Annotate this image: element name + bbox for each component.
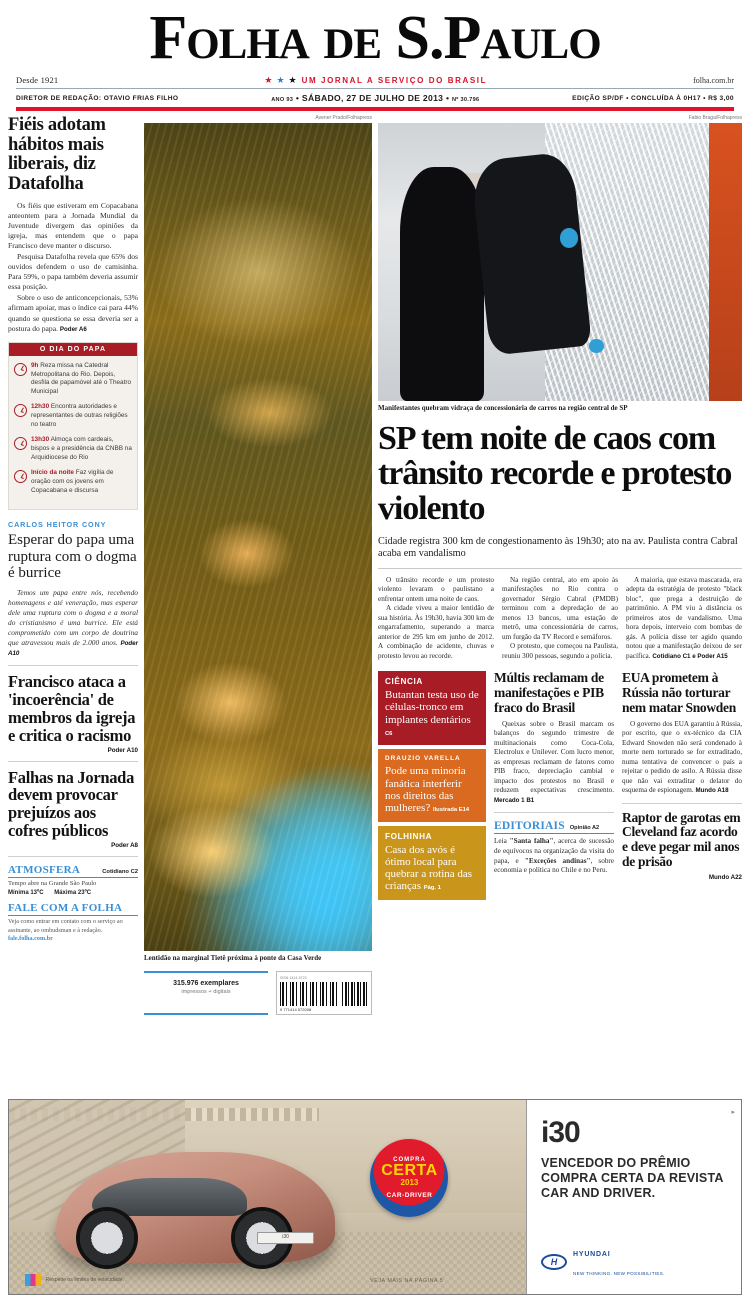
main-story-col-3 (626, 576, 742, 662)
clock-icon (14, 363, 27, 376)
since-label: Desde 1921 (16, 75, 59, 86)
columnist-name[interactable]: CARLOS HEITOR CONY (8, 520, 107, 530)
weather-header (8, 864, 138, 878)
contact-header (8, 902, 138, 916)
main-p4: O protesto, que começou na Paulista, reuniu 300 pessoas, segundo a polícia. (502, 642, 618, 660)
main-story-columns (378, 576, 742, 662)
circulation-number: 315.976 exemplares (173, 979, 239, 987)
barcode-addon (342, 982, 368, 1006)
middle-column (144, 116, 372, 1036)
seal-line-4: CAR-DRIVER (386, 1191, 433, 1199)
date-label: SÁBADO, 27 DE JULHO DE 2013 (301, 93, 444, 104)
clock-icon (14, 470, 27, 483)
date-group: ANO 93 • SÁBADO, 27 DE JULHO DE 2013 • Nº 30.796 (271, 93, 480, 104)
brand-tagline: NEW THINKING. NEW POSSIBILITIES. (573, 1270, 665, 1276)
weather-ref: Cotidiano C2 (102, 868, 138, 875)
tag-box-drauzio-varella[interactable] (378, 749, 486, 821)
editorial-title-2: "Exceções andinas" (524, 856, 591, 865)
ad-legal-notice (25, 1274, 124, 1286)
story3-ref: Poder A8 (111, 841, 138, 849)
ad-model-name: i30 (541, 1116, 580, 1149)
schedule-text: Encontra autoridades e representantes de outras religiões no teatro (31, 403, 128, 428)
schedule-text: Reza missa na Catedral Metropolitana do Rio. Depois, desfila de papamóvel até o Theatro Municipal (31, 361, 132, 395)
denatran-icon (25, 1274, 41, 1286)
schedule-item (14, 403, 132, 429)
eua-ref: Mundo A18 (695, 787, 729, 795)
tag-box-ciencia[interactable] (378, 671, 486, 745)
lead-paragraph-2: Pesquisa Datafolha revela que 65% dos ouvidos defendem o uso de camisinha. Para 59%, o papa também deveria assumir essa posição. (8, 252, 138, 292)
ad-legal-text: Respeite os limites de velocidade. (45, 1277, 124, 1284)
protest-photo (378, 123, 742, 401)
barcode (276, 971, 372, 1015)
schedule-item (14, 362, 132, 397)
divider (622, 803, 742, 804)
seal-line-3: 2013 (400, 1177, 419, 1187)
columnist-headline[interactable]: Esperar do papa uma ruptura com o dogma é burrice (8, 532, 137, 582)
schedule-time: 12h30 (31, 403, 50, 411)
lead-story-ref: Poder A6 (59, 325, 87, 333)
star-blue-icon: ★ (276, 74, 285, 85)
schedule-time: 13h30 (31, 436, 50, 444)
weather-title: ATMOSFERA (8, 863, 81, 876)
schedule-time: 9h (31, 361, 39, 369)
editorials-body: Leia "Santa falha", acerca de sucessão de equívocos na organização da visita do papa, e "Exceções andinas", sobre economia e política no Chile e no Peru. (494, 837, 614, 875)
compra-certa-seal (370, 1139, 448, 1217)
columnist-ref: Poder A10 (8, 639, 138, 658)
weather-summary: Tempo abre na Grande São Paulo (8, 879, 97, 887)
clock-icon (14, 404, 27, 417)
newspaper-logo (16, 6, 734, 71)
ad-see-more[interactable]: VEJA MAIS NA PÁGINA 5 (370, 1278, 444, 1285)
story2-ref: Poder A10 (107, 746, 138, 754)
protest-photo-credit: Fabio Braga/Folhapress (688, 115, 742, 122)
corner-marker-icon: ▸ (731, 1108, 735, 1116)
contact-title: FALE COM A FOLHA (8, 902, 123, 915)
traffic-night-photo (144, 123, 372, 951)
main-p1: O trânsito recorde e um protesto violento levaram o paulistano a enfrentar ontem uma noite de caos. (378, 575, 494, 603)
eua-body: O governo dos EUA garantiu à Rússia, por escrito, que o ex-técnico da CIA Edward Snowden não será condenado à morte nem torturado se for extraditado, numa tentativa de convencer o país a rejeitar o pedido de asilo. A Rússia disse que não vai extraditar o delator do esquema de espionagem. (622, 719, 742, 795)
ad-claim-text: VENCEDOR DO PRÊMIO COMPRA CERTA DA REVISTA CAR AND DRIVER. (541, 1156, 724, 1200)
year-label: ANO 93 (271, 97, 294, 104)
tag-text: Casa dos avós é ótimo local para quebrar a rotina das crianças (385, 843, 473, 893)
raptor-headline[interactable]: Raptor de garotas em Cleveland faz acordo e deve pegar mil anos de prisão (622, 809, 741, 870)
editorial-title-1: "Santa falha" (509, 837, 554, 846)
photo-figure-left (400, 167, 484, 401)
right-column (378, 116, 742, 1036)
stars-group (264, 76, 296, 85)
contact-link[interactable]: fale.folha.com.br (8, 934, 53, 942)
schedule-item (14, 436, 132, 462)
circulation-row (144, 971, 372, 1015)
photo-blue-accent (589, 339, 604, 353)
main-p5: A maioria, que estava mascarada, era adepta da estratégia de protesto "black bloc", que prega a destruição de patrimônio. A PM viu à distância os primeiros atos de vandalismo. Uma hora depois, interveio com bombas de gás. A polícia disse ter agido quando notou que a manifestação deixou de ser pacífica. Cotidiano C1 e Poder A15 (626, 575, 742, 660)
ad-license-plate: i30 (257, 1232, 314, 1244)
photo-figure-right (470, 151, 592, 355)
lead-paragraph-1: Os fiéis que estiveram em Copacabana anteontem para a Jornada Mundial da Juventude divergem das opiniões da igreja, mas entendem que o papa Francisco deve manter o discurso. (8, 200, 138, 250)
hyundai-logo-icon (541, 1254, 567, 1270)
lead-story-headline[interactable]: Fiéis adotam hábitos mais liberais, diz Datafolha (8, 115, 106, 194)
tag-label: CIÊNCIA (385, 677, 423, 687)
barcode-issn: ISSN 1414-5723 (280, 975, 307, 980)
main-headline[interactable]: SP tem noite de caos com trânsito recorde e protesto violento (378, 419, 732, 528)
logo-text: Folha de S.Paulo (149, 4, 601, 72)
seal-line-2: CERTA (381, 1161, 438, 1179)
main-story-col-1 (378, 576, 494, 662)
contact-service-block[interactable] (8, 902, 138, 942)
tag-text: Pode uma minoria fanática interferir nos direitos das mulheres? (385, 765, 466, 815)
editorials-title: EDITORIAIS (494, 820, 565, 833)
multis-column (494, 671, 614, 904)
schedule-time: Início da noite (31, 469, 74, 477)
tag-label: DRAUZIO VARELLA (385, 755, 461, 763)
raptor-ref: Mundo A22 (708, 873, 742, 881)
lead-story-body (8, 201, 138, 334)
pope-schedule-title: O DIA DO PAPA (9, 343, 137, 356)
eua-headline[interactable]: EUA prometem à Rússia não torturar nem matar Snowden (622, 670, 736, 715)
main-story-col-2 (502, 576, 618, 662)
columnist-body: Temos um papa entre nós, recebendo homenagens e até veneração, mas esperar dele uma ruptura com o dogma e a moral do cristianismo é uma burrice. Ele está comprometido com um corpo de doutrina que atravessou mais de 2.000 anos. Poder A10 (8, 587, 138, 658)
tag-ref: C6 (385, 730, 393, 737)
hyundai-brand (541, 1243, 665, 1280)
divider (8, 665, 138, 666)
clock-icon (14, 437, 27, 450)
circulation-box (144, 971, 268, 1015)
schedule-text: Faz vigília de oração com os jovens em Copacabana e discursa (31, 469, 114, 494)
multis-headline[interactable]: Múltis reclamam de manifestações e PIB fraco do Brasil (494, 670, 604, 715)
website-link[interactable]: folha.com.br (693, 75, 734, 85)
tag-boxes-column (378, 671, 486, 904)
tag-ref: Ilustrada E14 (432, 807, 470, 814)
content-grid (0, 116, 750, 1036)
director-label: DIRETOR DE REDAÇÃO: OTAVIO FRIAS FILHO (16, 94, 179, 102)
brand-name: HYUNDAI (573, 1251, 611, 1259)
main-p2: A cidade viveu a maior lentidão de sua história. Às 19h30, havia 300 km de engarrafamento, superando a marca anterior de 295 km em junho de 2012. A combinação de acidente, chuvas e protesto levou ao recorde. (378, 604, 494, 660)
tag-text: Butantan testa uso de células-tronco em implantes dentários (385, 689, 479, 726)
edition-label: EDIÇÃO SP/DF • CONCLUÍDA À 0H17 • R$ 3,00 (572, 94, 734, 102)
multis-body: Queixas sobre o Brasil marcam os balanços do segundo trimestre de multinacionais como Coca-Cola, Electrolux e Unilever. Com lucro menor, as empresas reclamam de fatores como PIB fraco, depreciação cambial e impacto dos protestos no Brasil e reduzem expectativas crescimento. (494, 719, 614, 795)
advertisement-hyundai-i30[interactable] (8, 1099, 742, 1295)
star-black-icon: ★ (288, 74, 297, 85)
contact-body: Veja como entrar em contato com o serviço ao assinante, ao ombudsman e à redação. (8, 918, 123, 934)
divider (494, 812, 614, 813)
ad-photo (9, 1100, 526, 1294)
multis-ref: Mercado 1 B1 (494, 796, 535, 804)
lead-paragraph-3: Sobre o uso de anticoncepcionais, 53% afirmam apoiar, mas o índice cai para 44% quando se questiona se essa deveria ser a postura do papa. Poder A6 (8, 293, 138, 333)
masthead (0, 0, 750, 111)
red-divider (16, 107, 734, 111)
schedule-item (14, 469, 132, 495)
tag-box-folhinha[interactable] (378, 826, 486, 900)
main-p3: Na região central, ato em apoio às manifestações no Rio contra o governador Sérgio Cabral (PMDB) terminou com a depredação de ao menos 13 bancos, uma estação de metrô, uma concessionária de carros, um furgão da TV Record e semáforos. (502, 575, 618, 641)
schedule-text: Almoça com cardeais, bispos e a presidência da CNBB na Arquidiocese do Rio (31, 436, 132, 461)
slogan-group (264, 76, 487, 85)
weather-max: Máxima 23ºC (54, 890, 92, 897)
traffic-photo-credit: Avener Prado/Folhapress (315, 115, 372, 122)
editorials-header[interactable] (494, 820, 614, 834)
star-red-icon: ★ (264, 74, 273, 85)
main-story-ref: Cotidiano C1 e Poder A15 (652, 652, 728, 660)
divider (8, 761, 138, 762)
masthead-slogan-row (16, 71, 734, 89)
editorials-ref: Opinião A2 (569, 825, 600, 832)
masthead-info-row (16, 89, 734, 107)
divider (8, 856, 138, 857)
ad-car-wheel-front (76, 1207, 138, 1269)
traffic-photo-caption: Lentidão na marginal Tietê próxima à ponte da Casa Verde (144, 953, 322, 962)
tag-ref: Pág. 1 (423, 885, 441, 892)
barcode-bars (280, 982, 338, 1006)
main-sub-headline: Cidade registra 300 km de congestionamento às 19h30; ato na av. Paulista contra Cabral acaba em vandalismo (378, 536, 742, 569)
barcode-number: 9 771414 572008 (280, 1006, 312, 1012)
tag-label: FOLHINHA (385, 831, 433, 841)
lower-section (378, 671, 742, 904)
pope-schedule-list (9, 356, 137, 509)
photo-blue-glove (560, 228, 578, 247)
seal-line-1: COMPRA (393, 1156, 426, 1163)
issue-number: Nº 30.796 (451, 97, 480, 104)
slogan-text: UM JORNAL A SERVIÇO DO BRASIL (301, 75, 488, 85)
eua-column (622, 671, 742, 904)
story3-headline[interactable]: Falhas na Jornada devem provocar prejuízos aos cofres públicos (8, 767, 135, 841)
pope-schedule-box (8, 342, 138, 510)
circulation-subtitle: impressos + digitais (181, 988, 231, 995)
weather-service-block[interactable] (8, 864, 138, 897)
protest-photo-caption: Manifestantes quebram vidraça de concessionária de carros na região central de SP (378, 403, 628, 412)
ad-text-panel (526, 1100, 741, 1294)
weather-min: Mínima 13ºC (8, 890, 44, 897)
left-column (8, 116, 138, 1036)
story2-headline[interactable]: Francisco ataca a 'incoerência' de membros da igreja e critica o racismo (8, 672, 136, 745)
